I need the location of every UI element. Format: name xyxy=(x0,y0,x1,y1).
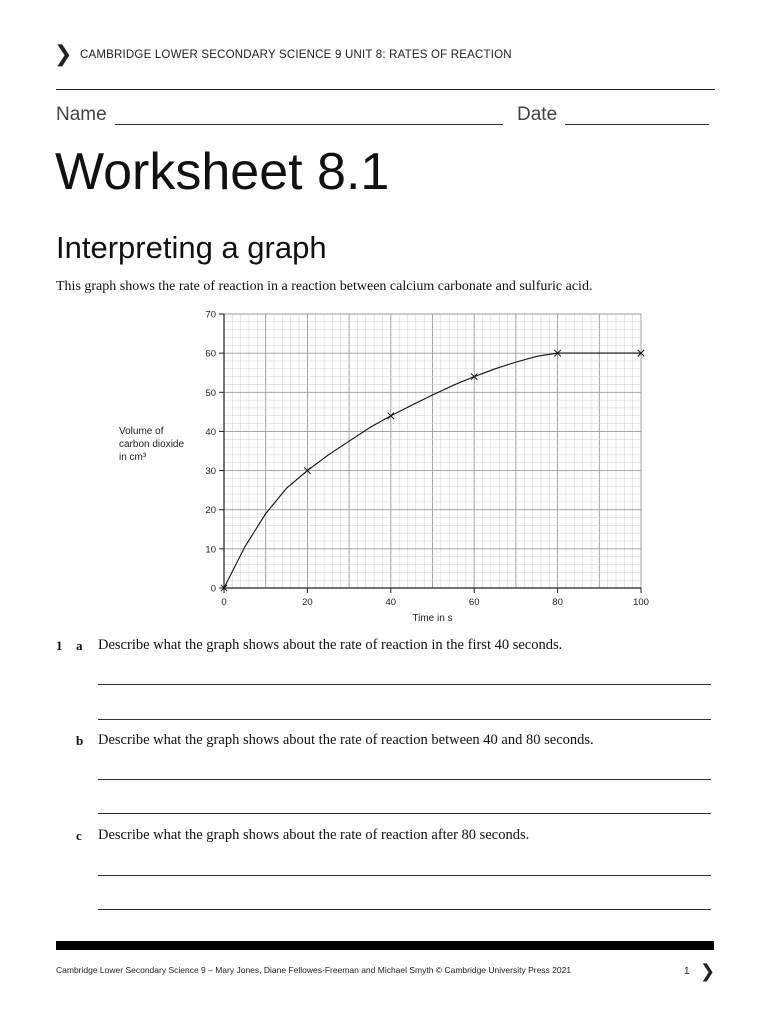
answer-line[interactable] xyxy=(98,684,711,685)
y-axis-label: in cm³ xyxy=(119,452,147,463)
part-a-label: a xyxy=(76,638,83,653)
x-tick-label: 0 xyxy=(221,597,227,608)
page-number: 1 xyxy=(684,966,690,977)
x-tick-label: 20 xyxy=(302,597,313,608)
footer-citation: Cambridge Lower Secondary Science 9 – Mary Jones, Diane Fellowes-Freeman and Michael Smyth © Cambridge University Press 2021 xyxy=(56,965,572,975)
header-divider xyxy=(56,89,715,90)
part-b-label: b xyxy=(76,733,84,748)
y-tick-label: 20 xyxy=(205,505,216,517)
y-tick-label: 70 xyxy=(205,309,216,321)
y-tick-label: 30 xyxy=(205,466,216,478)
x-axis-label: Time in s xyxy=(412,613,453,624)
section-title: Interpreting a graph xyxy=(56,230,327,265)
date-field[interactable] xyxy=(565,124,709,125)
chevron-right-icon: ❯ xyxy=(54,42,73,67)
x-tick-label: 40 xyxy=(385,597,397,608)
name-field[interactable] xyxy=(115,124,503,125)
y-tick-label: 60 xyxy=(205,348,216,360)
answer-line[interactable] xyxy=(98,719,711,720)
answer-line[interactable] xyxy=(98,779,711,780)
name-label: Name xyxy=(56,104,107,125)
answer-line[interactable] xyxy=(98,875,711,876)
volume-time-graph xyxy=(114,304,674,624)
answer-line[interactable] xyxy=(98,909,711,910)
part-a-text: Describe what the graph shows about the rate of reaction in the first 40 seconds. xyxy=(98,637,563,653)
x-tick-label: 100 xyxy=(633,597,649,608)
part-c-label: c xyxy=(76,828,82,843)
y-axis-label: Volume of xyxy=(119,426,164,437)
date-label: Date xyxy=(517,104,558,125)
part-c-text: Describe what the graph shows about the rate of reaction after 80 seconds. xyxy=(98,827,530,843)
running-header: CAMBRIDGE LOWER SECONDARY SCIENCE 9 UNIT 8: RATES OF REACTION xyxy=(80,49,512,61)
intro-text: This graph shows the rate of reaction in a reaction between calcium carbonate and sulfuric acid. xyxy=(56,279,593,294)
x-tick-label: 60 xyxy=(468,597,480,608)
answer-line[interactable] xyxy=(98,813,711,814)
y-tick-label: 50 xyxy=(205,387,216,399)
footer-bar xyxy=(56,941,714,950)
chevron-right-icon[interactable]: ❯ xyxy=(700,961,716,982)
page-title: Worksheet 8.1 xyxy=(55,143,390,201)
y-tick-label: 0 xyxy=(210,583,216,595)
y-tick-label: 40 xyxy=(205,426,216,438)
part-b-text: Describe what the graph shows about the rate of reaction between 40 and 80 seconds. xyxy=(98,732,594,748)
x-tick-label: 80 xyxy=(552,597,563,608)
y-tick-label: 10 xyxy=(205,544,216,556)
y-axis-label: carbon dioxide xyxy=(119,439,185,450)
question-number: 1 xyxy=(56,638,63,653)
